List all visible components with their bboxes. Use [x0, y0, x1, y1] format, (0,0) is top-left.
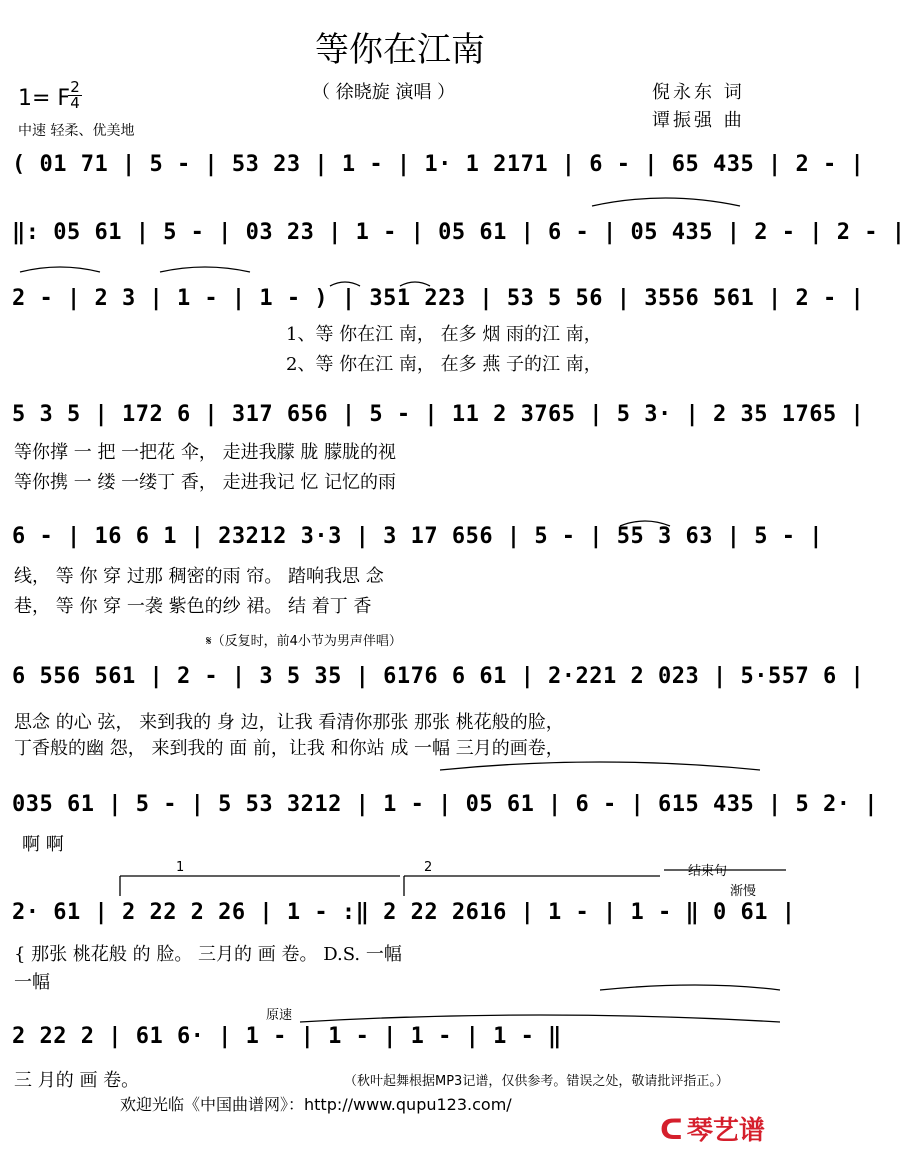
score-row-6: 6 556 561 | 2 - | 3 5 35 | 6176 6 61 | 2·221 2 023 | 5·557 6 |: [12, 664, 865, 689]
ending-phrase-label: 结束句: [688, 864, 728, 879]
lyrics-row-3-verse-2: 2、等 你在江 南， 在多 燕 子的江 南，: [286, 354, 602, 375]
tie-arc: [20, 267, 100, 272]
lyrics-row-6-verse-2: 丁香般的幽 怨， 来到我的 面 前，让我 和你站 成 一幅 三月的画卷，: [14, 738, 564, 759]
score-row-3: 2 - | 2 3 | 1 - | 1 - ) | 351 223 | 53 5 56 | 3556 561 | 2 - |: [12, 286, 865, 311]
tie-arc: [600, 985, 780, 990]
lyricist-credit: 倪永东 词: [652, 82, 745, 103]
lyrics-row-8-line-2: 一幅: [14, 972, 50, 993]
tie-arc: [300, 1015, 780, 1022]
lyrics-row-4-verse-1: 等你撑 一 把 一把花 伞， 走进我朦 胧 朦胧的视: [14, 442, 397, 463]
score-row-4: 5 3 5 | 172 6 | 317 656 | 5 - | 11 2 3765 | 5 3· | 2 35 1765 |: [12, 402, 865, 427]
performer-subtitle: （ 徐晓旋 演唱 ）: [312, 82, 456, 103]
transcription-note: （秋叶起舞根据MP3记谱，仅供参考。错误之处，敬请批评指正。）: [344, 1074, 729, 1089]
segno-annotation: 𝄋（反复时，前4小节为男声伴唱）: [206, 634, 402, 649]
lyrics-row-9: 三 月的 画 卷。: [14, 1070, 140, 1091]
score-row-1: ( 01 71 | 5 - | 53 23 | 1 - | 1· 1 2171 | 6 - | 65 435 | 2 - |: [12, 152, 865, 177]
lyrics-row-5-verse-1: 线， 等 你 穿 过那 稠密的雨 帘。 踏响我思 念: [14, 566, 384, 587]
lyrics-row-6-verse-1: 思念 的心 弦， 来到我的 身 边，让我 看清你那张 那张 桃花般的脸，: [14, 712, 564, 733]
a-tempo-label: 原速: [266, 1008, 293, 1023]
slur-arc: [400, 282, 430, 286]
site-footer: 欢迎光临《中国曲谱网》：http://www.qupu123.com/: [120, 1095, 512, 1114]
tie-arc: [440, 762, 760, 770]
slur-arc: [620, 521, 670, 526]
lyrics-row-5-verse-2: 巷， 等 你 穿 一袭 紫色的纱 裙。 结 着丁 香: [14, 596, 372, 617]
tie-arc: [160, 267, 250, 272]
logo-text: 琴艺谱: [686, 1116, 765, 1146]
volta-2-label: 2: [424, 860, 433, 875]
key-signature: 1= F: [18, 86, 71, 111]
score-row-2: ‖: 05 61 | 5 - | 03 23 | 1 - | 05 61 | 6 - | 05 435 | 2 - | 2 - |: [12, 220, 905, 245]
score-row-7: 035 61 | 5 - | 5 53 3212 | 1 - | 05 61 | 6 - | 615 435 | 5 2· |: [12, 792, 878, 817]
lyrics-row-3-verse-1: 1、等 你在江 南， 在多 烟 雨的江 南，: [286, 324, 602, 345]
ritardando-label: 渐慢: [730, 884, 757, 899]
composer-credit: 谭振强 曲: [652, 110, 745, 131]
time-signature-bottom: 4: [68, 95, 82, 111]
volta-1-label: 1: [176, 860, 185, 875]
tempo-marking: 中速 轻柔、优美地: [18, 123, 135, 139]
song-title: 等你在江南: [315, 30, 485, 70]
lyrics-row-7: 啊 啊: [22, 834, 64, 855]
logo-icon: ᑕ: [660, 1113, 683, 1146]
score-row-8: 2· 61 | 2 22 2 26 | 1 - :‖ 2 22 2616 | 1 - | 1 - ‖ 0 61 |: [12, 900, 796, 925]
lyrics-row-4-verse-2: 等你携 一 缕 一缕丁 香， 走进我记 忆 记忆的雨: [14, 472, 397, 493]
lyrics-row-8-line-1: { 那张 桃花般 的 脸。 三月的 画 卷。 D.S. 一幅: [14, 944, 402, 965]
score-row-5: 6 - | 16 6 1 | 23212 3·3 | 3 17 656 | 5 - | 55 3 63 | 5 - |: [12, 524, 823, 549]
score-row-9: 2 22 2 | 61 6· | 1 - | 1 - | 1 - | 1 - ‖: [12, 1024, 562, 1049]
slur-arc: [330, 282, 360, 286]
tie-arc: [592, 198, 740, 206]
time-signature-top: 2: [70, 78, 80, 96]
